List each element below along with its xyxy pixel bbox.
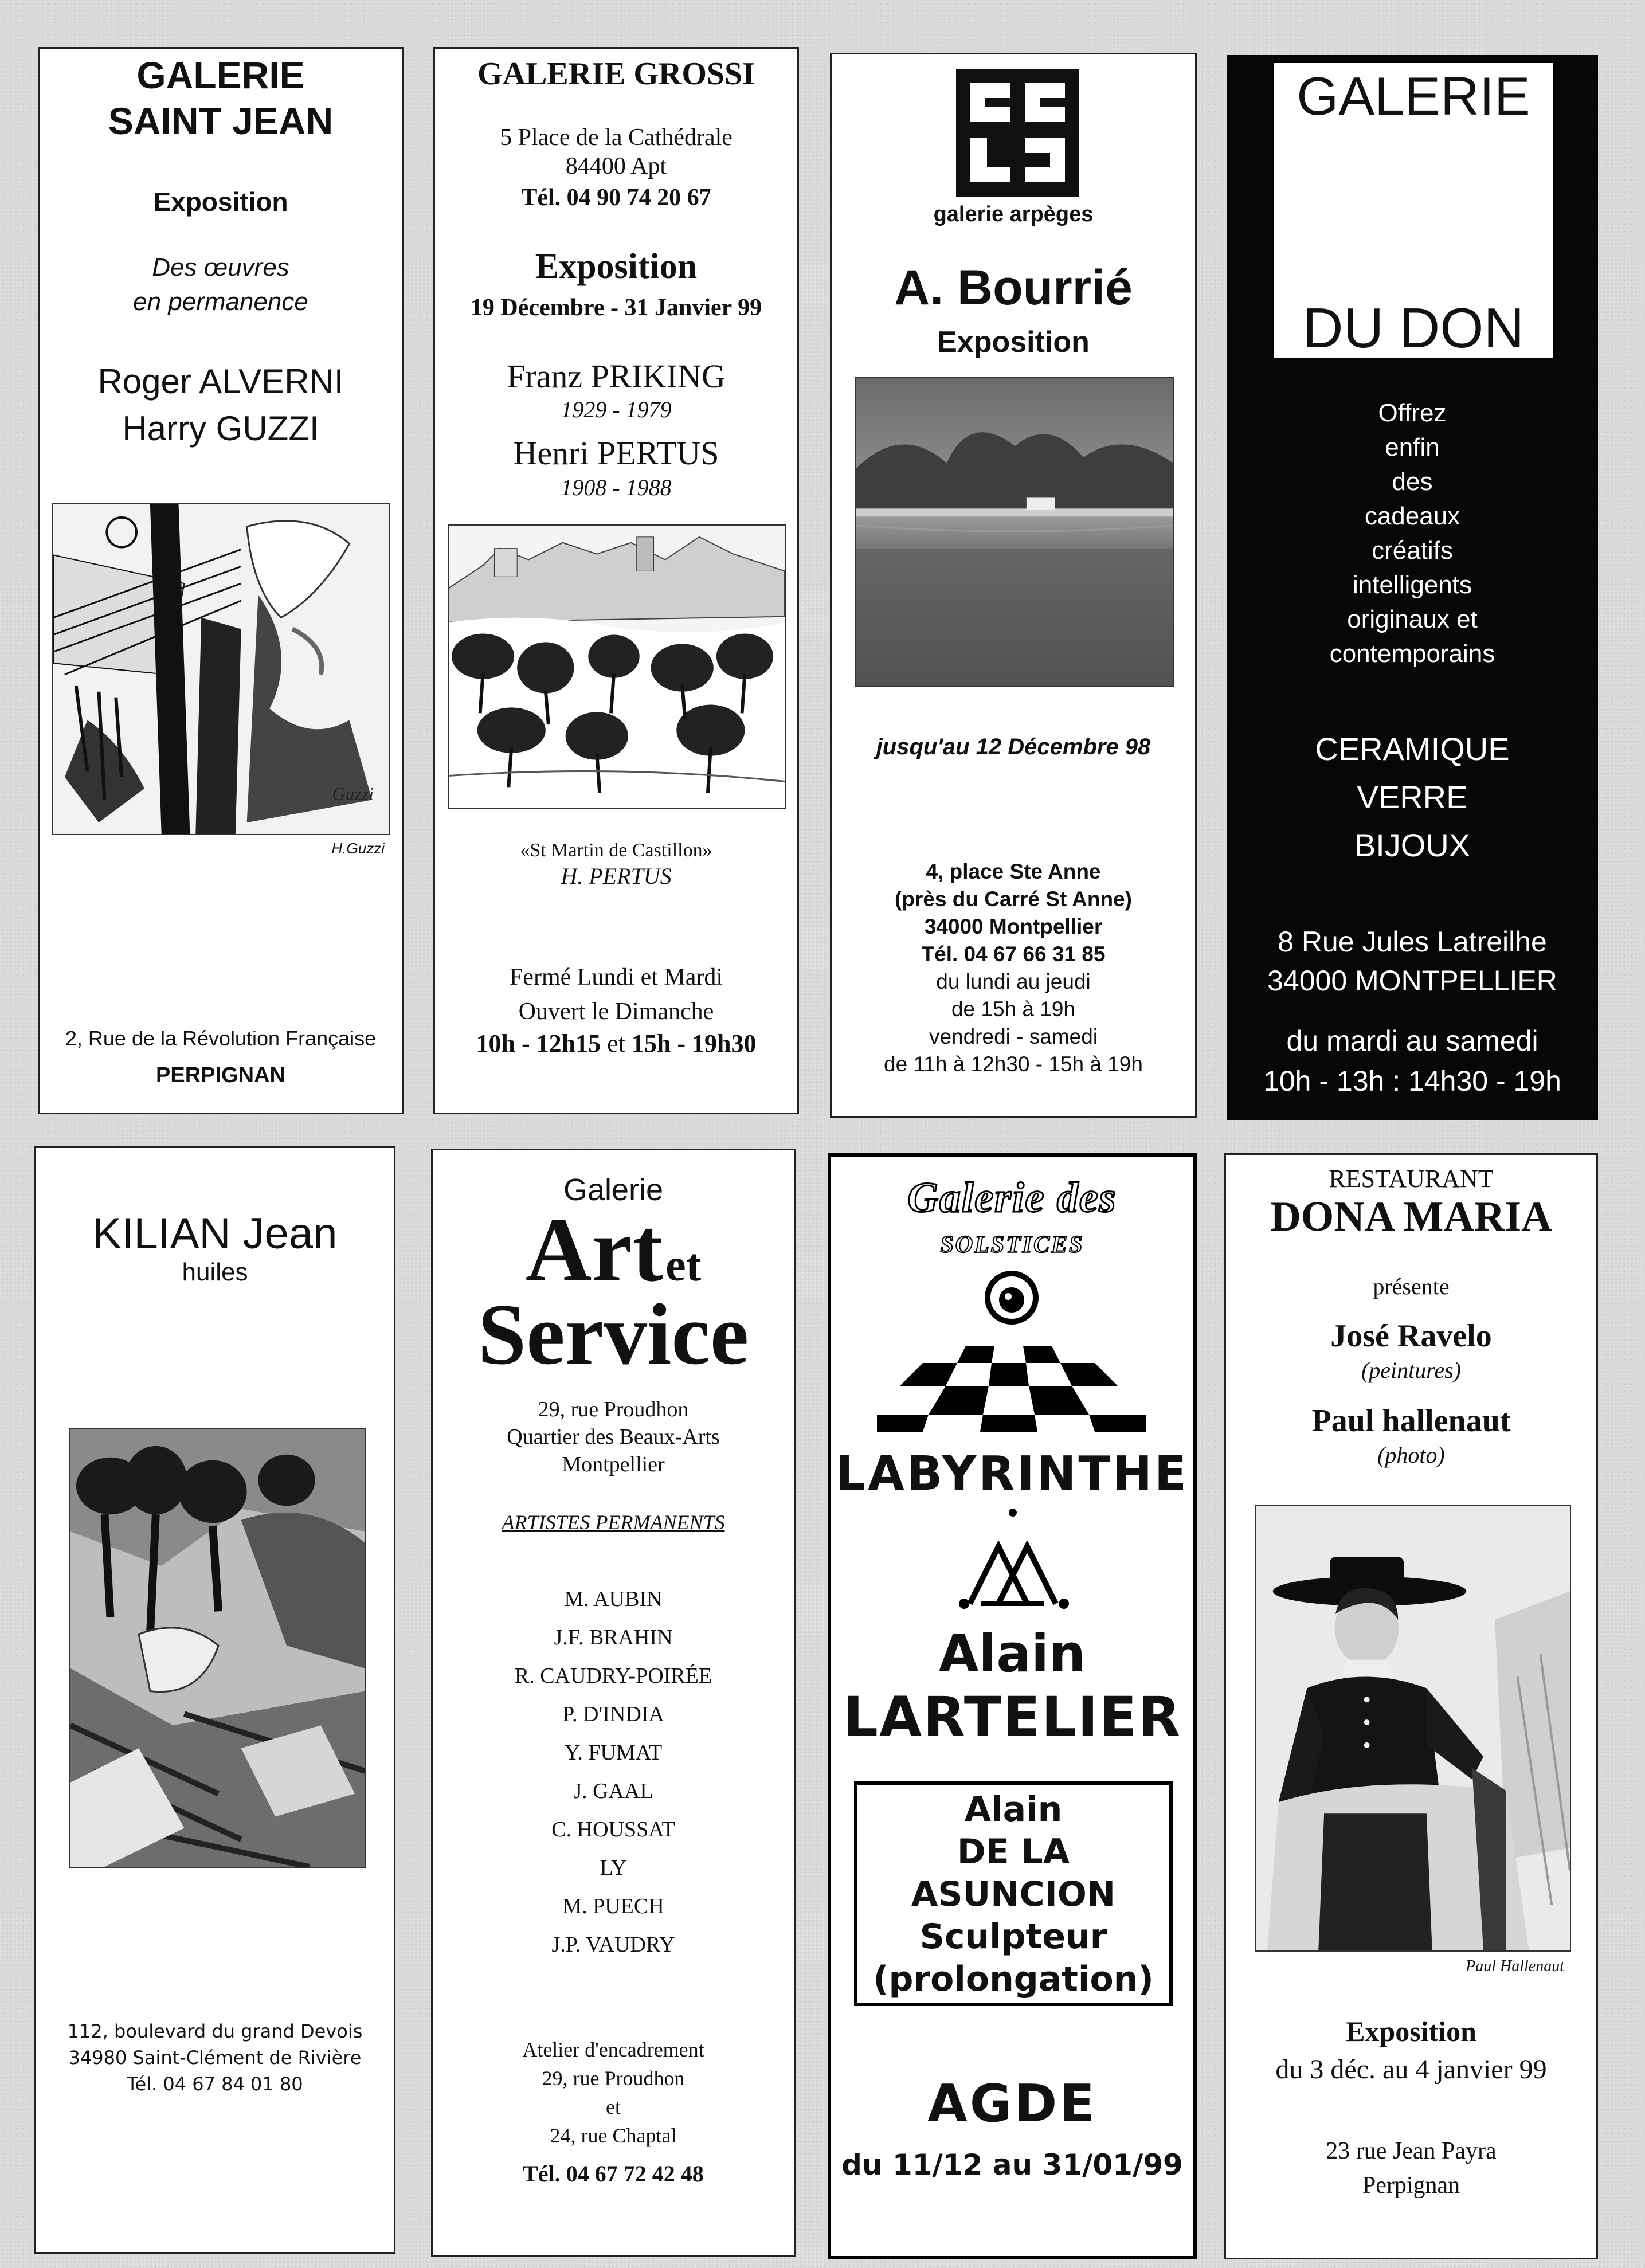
city: AGDE [927,2074,1097,2134]
ad-galerie-arpeges [830,53,1197,1118]
artist-1-years: 1929 - 1979 [561,397,672,422]
artist-name: A. Bourrié [894,260,1133,315]
artist-address: 112, boulevard du grand Devois 34980 Saint-Clément de Rivière Tél. 04 67 84 01 80 [67,2020,363,2095]
ad-kilian-jean [34,1146,395,2254]
checkerboard-icon [877,1340,1146,1432]
list-item: LY [600,1856,627,1880]
artist-logo-icon [958,1541,1070,1615]
artist-1-name: José Ravelo [1330,1318,1492,1354]
artist-name: KILIAN Jean [92,1209,338,1258]
artist-2-years: 1908 - 1988 [561,475,672,500]
artist-1-medium: (peintures) [1361,1357,1462,1383]
painting-artist: H. PERTUS [561,863,672,889]
artist-last-name: LARTELIER [843,1685,1182,1749]
gallery-address: 5 Place de la Cathédrale 84400 Apt [500,124,733,179]
exhibition-dates: du 3 déc. au 4 janvier 99 [1275,2054,1547,2085]
arpeges-logo-drawing [956,69,1079,197]
artist-logo-drawing [958,1541,1070,1615]
rider-photo-drawing [1256,1506,1570,1950]
list-item: M. PUECH [562,1894,664,1918]
artist-first-name: Alain [938,1624,1086,1684]
photo-credit: Paul Hallenaut [1466,1957,1564,1975]
ad-galerie-saint-jean [38,47,404,1114]
artwork-signature: Guzzi [332,784,374,804]
gallery-address: 4, place Ste Anne (près du Carré St Anne) 34000 Montpellier Tél. 04 67 66 31 85 [895,860,1132,966]
separator-dot [1009,1509,1017,1517]
abstract-artwork-drawing [53,504,389,834]
gallery-address: 2, Rue de la Révolution Française [65,1027,377,1050]
abstract-artwork-image [52,503,390,835]
restaurant-address: 23 rue Jean Payra Perpignan [1326,2138,1497,2199]
artist-2-name: Paul hallenaut [1311,1403,1511,1439]
list-item: J.F. BRAHIN [554,1625,673,1650]
title-top: GALERIE [1297,66,1530,126]
mountain-painting-drawing [70,1429,365,1867]
artists-heading: ARTISTES PERMANENTS [502,1511,725,1534]
gallery-title [433,1198,794,1301]
painting-title: «St Martin de Castillon» [520,840,712,861]
title-art: Art [525,1198,663,1301]
gallery-address: 8 Rue Jules Latreilhe 34000 MONTPELLIER [1267,926,1557,997]
gallery-pre-title: Galerie [563,1173,664,1207]
presents-label: présente [1373,1274,1450,1299]
artist-medium: huiles [182,1258,248,1286]
opening-hours: du mardi au samedi 10h - 13h : 14h30 - 19h [1263,1025,1561,1097]
arpeges-logo-icon [956,69,1079,197]
list-item: M. AUBIN [564,1587,663,1611]
ad-galerie-du-don [1227,55,1598,1120]
list-item: R. CAUDRY-POIRÉE [514,1664,712,1688]
restaurant-name: DONA MARIA [1270,1193,1552,1240]
opening-hours: Fermé Lundi et Mardi Ouvert le Dimanche [509,964,723,1025]
ad-galerie-des-solstices [828,1153,1197,2259]
rider-photo-image [1255,1505,1571,1952]
village-painting-image [448,524,786,809]
gallery-phone: Tél. 04 67 72 42 48 [523,2161,704,2187]
list-item: J.P. VAUDRY [551,1933,675,1957]
village-painting-drawing [449,526,785,808]
title-service: Service [477,1286,749,1382]
list-item: J. GAAL [573,1779,653,1803]
title-box [1272,61,1555,359]
landscape-painting-image [855,377,1174,687]
ad-galerie-grossi [433,47,799,1114]
gallery-address: 29, rue Proudhon Quartier des Beaux-Arts Montpellier [507,1397,720,1476]
opening-times: 10h - 12h15 et 15h - 19h30 [476,1029,757,1057]
exhibition-label: Exposition [535,247,698,286]
opening-hours: du lundi au jeudi de 15h à 19h vendredi - samedi de 11h à 12h30 - 15h à 19h [884,970,1143,1076]
atelier-info: Atelier d'encadrement 29, rue Proudhon et 24, rue Chaptal [522,2038,704,2147]
subtitle: Des œuvres en permanence [133,253,308,316]
show-title: LABYRINTHE [836,1447,1189,1501]
arpeges-logo-text: galerie arpèges [933,202,1094,226]
list-item: C. HOUSSAT [551,1817,675,1842]
artist-2-name: Henri PERTUS [513,434,719,472]
gallery-phone: Tél. 04 90 74 20 67 [521,185,711,211]
exhibition-dates: du 11/12 au 31/01/99 [841,2148,1183,2181]
gift-pitch: Offrez enfin des cadeaux créatifs intelligents originaux et contemporains [1329,399,1495,668]
artist-names: Roger ALVERNI Harry GUZZI [97,362,344,448]
artwork-caption: H.Guzzi [331,840,385,857]
exhibition-until: jusqu'au 12 Décembre 98 [876,734,1151,759]
artist-list [433,1580,794,1964]
guest-artist-info: Alain DE LA ASUNCION Sculpteur (prolongation) [873,1789,1154,1999]
ad-restaurant-dona-maria [1224,1153,1598,2259]
restaurant-label: RESTAURANT [1329,1165,1494,1193]
gallery-title: Galerie des [907,1174,1117,1221]
eye-icon-drawing [981,1270,1042,1325]
eye-icon [981,1270,1042,1325]
gallery-title: GALERIE GROSSI [477,56,755,92]
artist-2-medium: (photo) [1377,1442,1445,1468]
list-item: P. D'INDIA [562,1702,664,1726]
exhibition-label: Exposition [937,326,1090,359]
title-bottom: DU DON [1302,296,1525,359]
landscape-painting-drawing [856,378,1173,686]
guest-artist-box [854,1781,1173,2006]
exhibition-label: Exposition [1346,2015,1476,2047]
gallery-title: GALERIE SAINT JEAN [108,54,334,142]
checkerboard-drawing [877,1340,1146,1432]
gallery-city: PERPIGNAN [156,1063,285,1087]
exhibition-dates: 19 Décembre - 31 Janvier 99 [470,295,762,321]
ad-galerie-art-et-service [431,1149,796,2257]
artist-1-name: Franz PRIKING [507,358,726,395]
list-item: Y. FUMAT [564,1741,663,1765]
title-et: et [665,1240,702,1291]
exhibition-label: Exposition [153,187,288,217]
mountain-painting-image [69,1428,366,1868]
product-list: CERAMIQUE VERRE BIJOUX [1315,731,1510,863]
gallery-subtitle: SOLSTICES [940,1232,1084,1258]
